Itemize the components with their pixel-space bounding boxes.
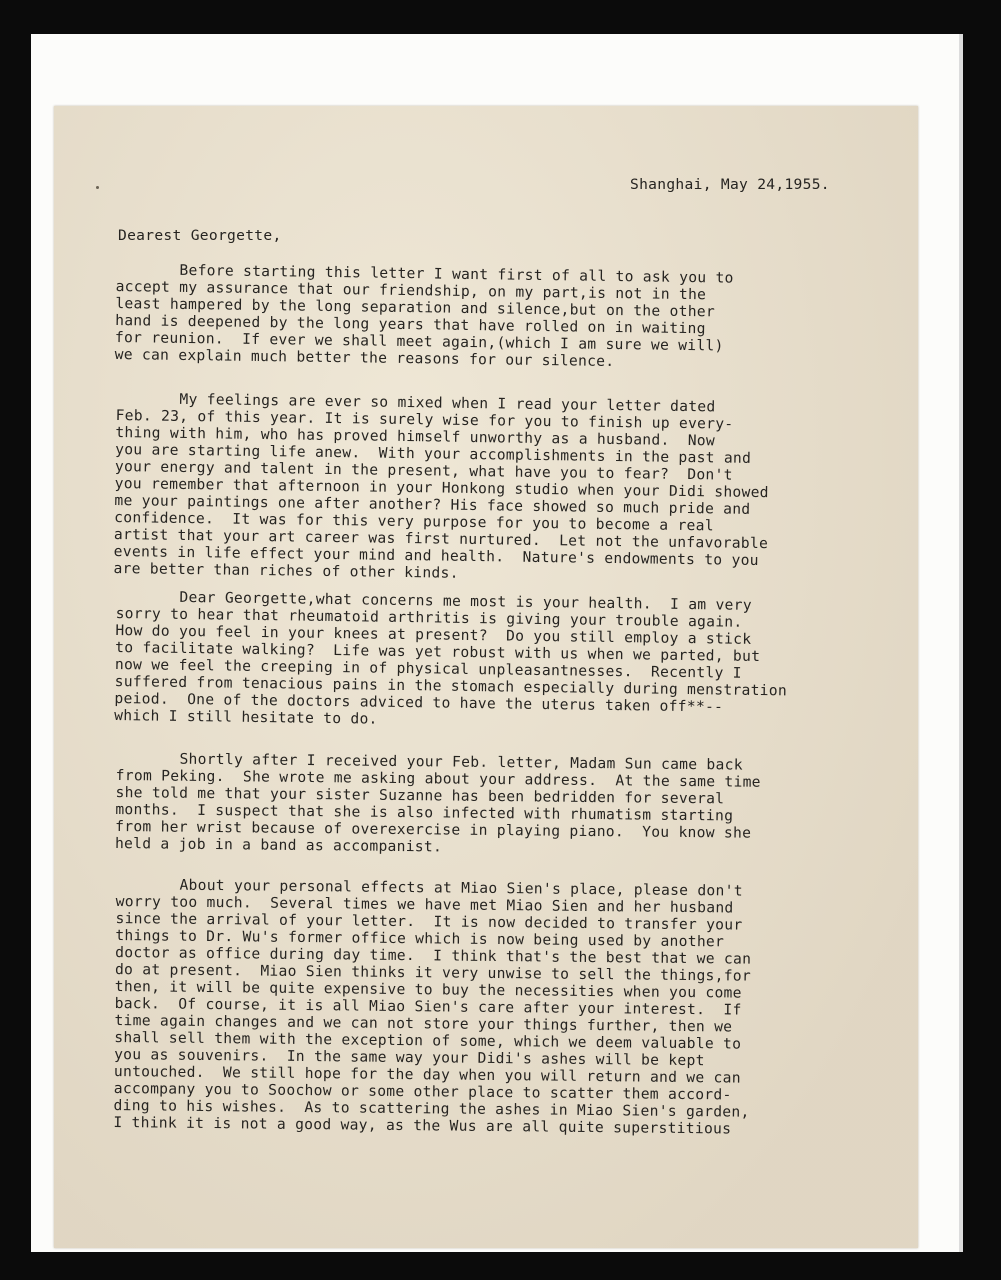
letter-salutation: Dearest Georgette, xyxy=(118,227,282,244)
scan-edge-strip xyxy=(959,34,963,1252)
typed-letter xyxy=(54,106,918,1248)
paragraph-3: Dear Georgette,what concerns me most is your health. I am very sorry to hear that rheumatoid arthritis is giving your trouble again. How do you feel in your knees at present? Do you still employ a stick to facilitate walking? Life was yet robust with us when we parted, but now we feel the creeping in of physical unpleasantnesses. Recently I suffered from tenacious pains in the stomach especially during menstration peiod. One of the doctors adviced to have the uterus taken off**-- which I still hesitate to do. xyxy=(114,588,788,728)
letter-page xyxy=(54,106,918,1248)
paragraph-2: My feelings are ever so mixed when I read your letter dated Feb. 23, of this year. It is surely wise for you to finish up every- thing with him, who has proved himself unworthy as a husband. Now you are starting life anew. With your accomplishments in the past and your energy and talent in the present, what have you to fear? Don't you remember that afternoon in your Honkong studio when your Didi showed me your paintings one after another? His face showed so much pride and confidence. It was for this very purpose for you to become a real artist that your art career was first nurtured. Let not the unfavorable events in life effect your mind and health. Nature's endowments to you are better than riches of other kinds. xyxy=(113,390,769,582)
paragraph-5: About your personal effects at Miao Sien's place, please don't worry too much. Several times we have met Miao Sien and her husband since the arrival of your letter. It is now decided to transfer your things to Dr. Wu's former office which is now being used by another doctor as office during day time. I think that's the best that we can do at present. Miao Sien thinks it very unwise to sell the things,for then, it will be quite expensive to buy the necessities when you come back. Of course, it is all Miao Sien's care after your interest. If time again changes and we can not store your things further, then we shall sell them with the exception of some, which we deem valuable to you as souvenirs. In the same way your Didi's ashes will be kept untouched. We still hope for the day when you will return and we can accompany you to Soochow or some other place to scatter them accord- ding to his wishes. As to scattering the ashes in Miao Sien's garden, I think it is not a good way, as the Wus are all quite superstitious xyxy=(113,876,752,1138)
letter-date: Shanghai, May 24,1955. xyxy=(630,176,830,193)
paragraph-1: Before starting this letter I want first of all to ask you to accept my assurance that our friendship, on my part,is not in the least hampered by the long separation and silence,but on the other hand is deepened by the long years that have rolled on in waiting for reunion. If ever we shall meet again,(which I am sure we will) we can explain much better the reasons for our silence. xyxy=(114,261,734,370)
paragraph-4: Shortly after I received your Feb. letter, Madam Sun came back from Peking. She wrote me asking about your address. At the same time she told me that your sister Suzanne has been bedridden for several months. I suspect that she is also infected with rhumatism starting from her wrist because of overexercise in playing piano. You know she held a job in a band as accompanist. xyxy=(114,750,761,856)
